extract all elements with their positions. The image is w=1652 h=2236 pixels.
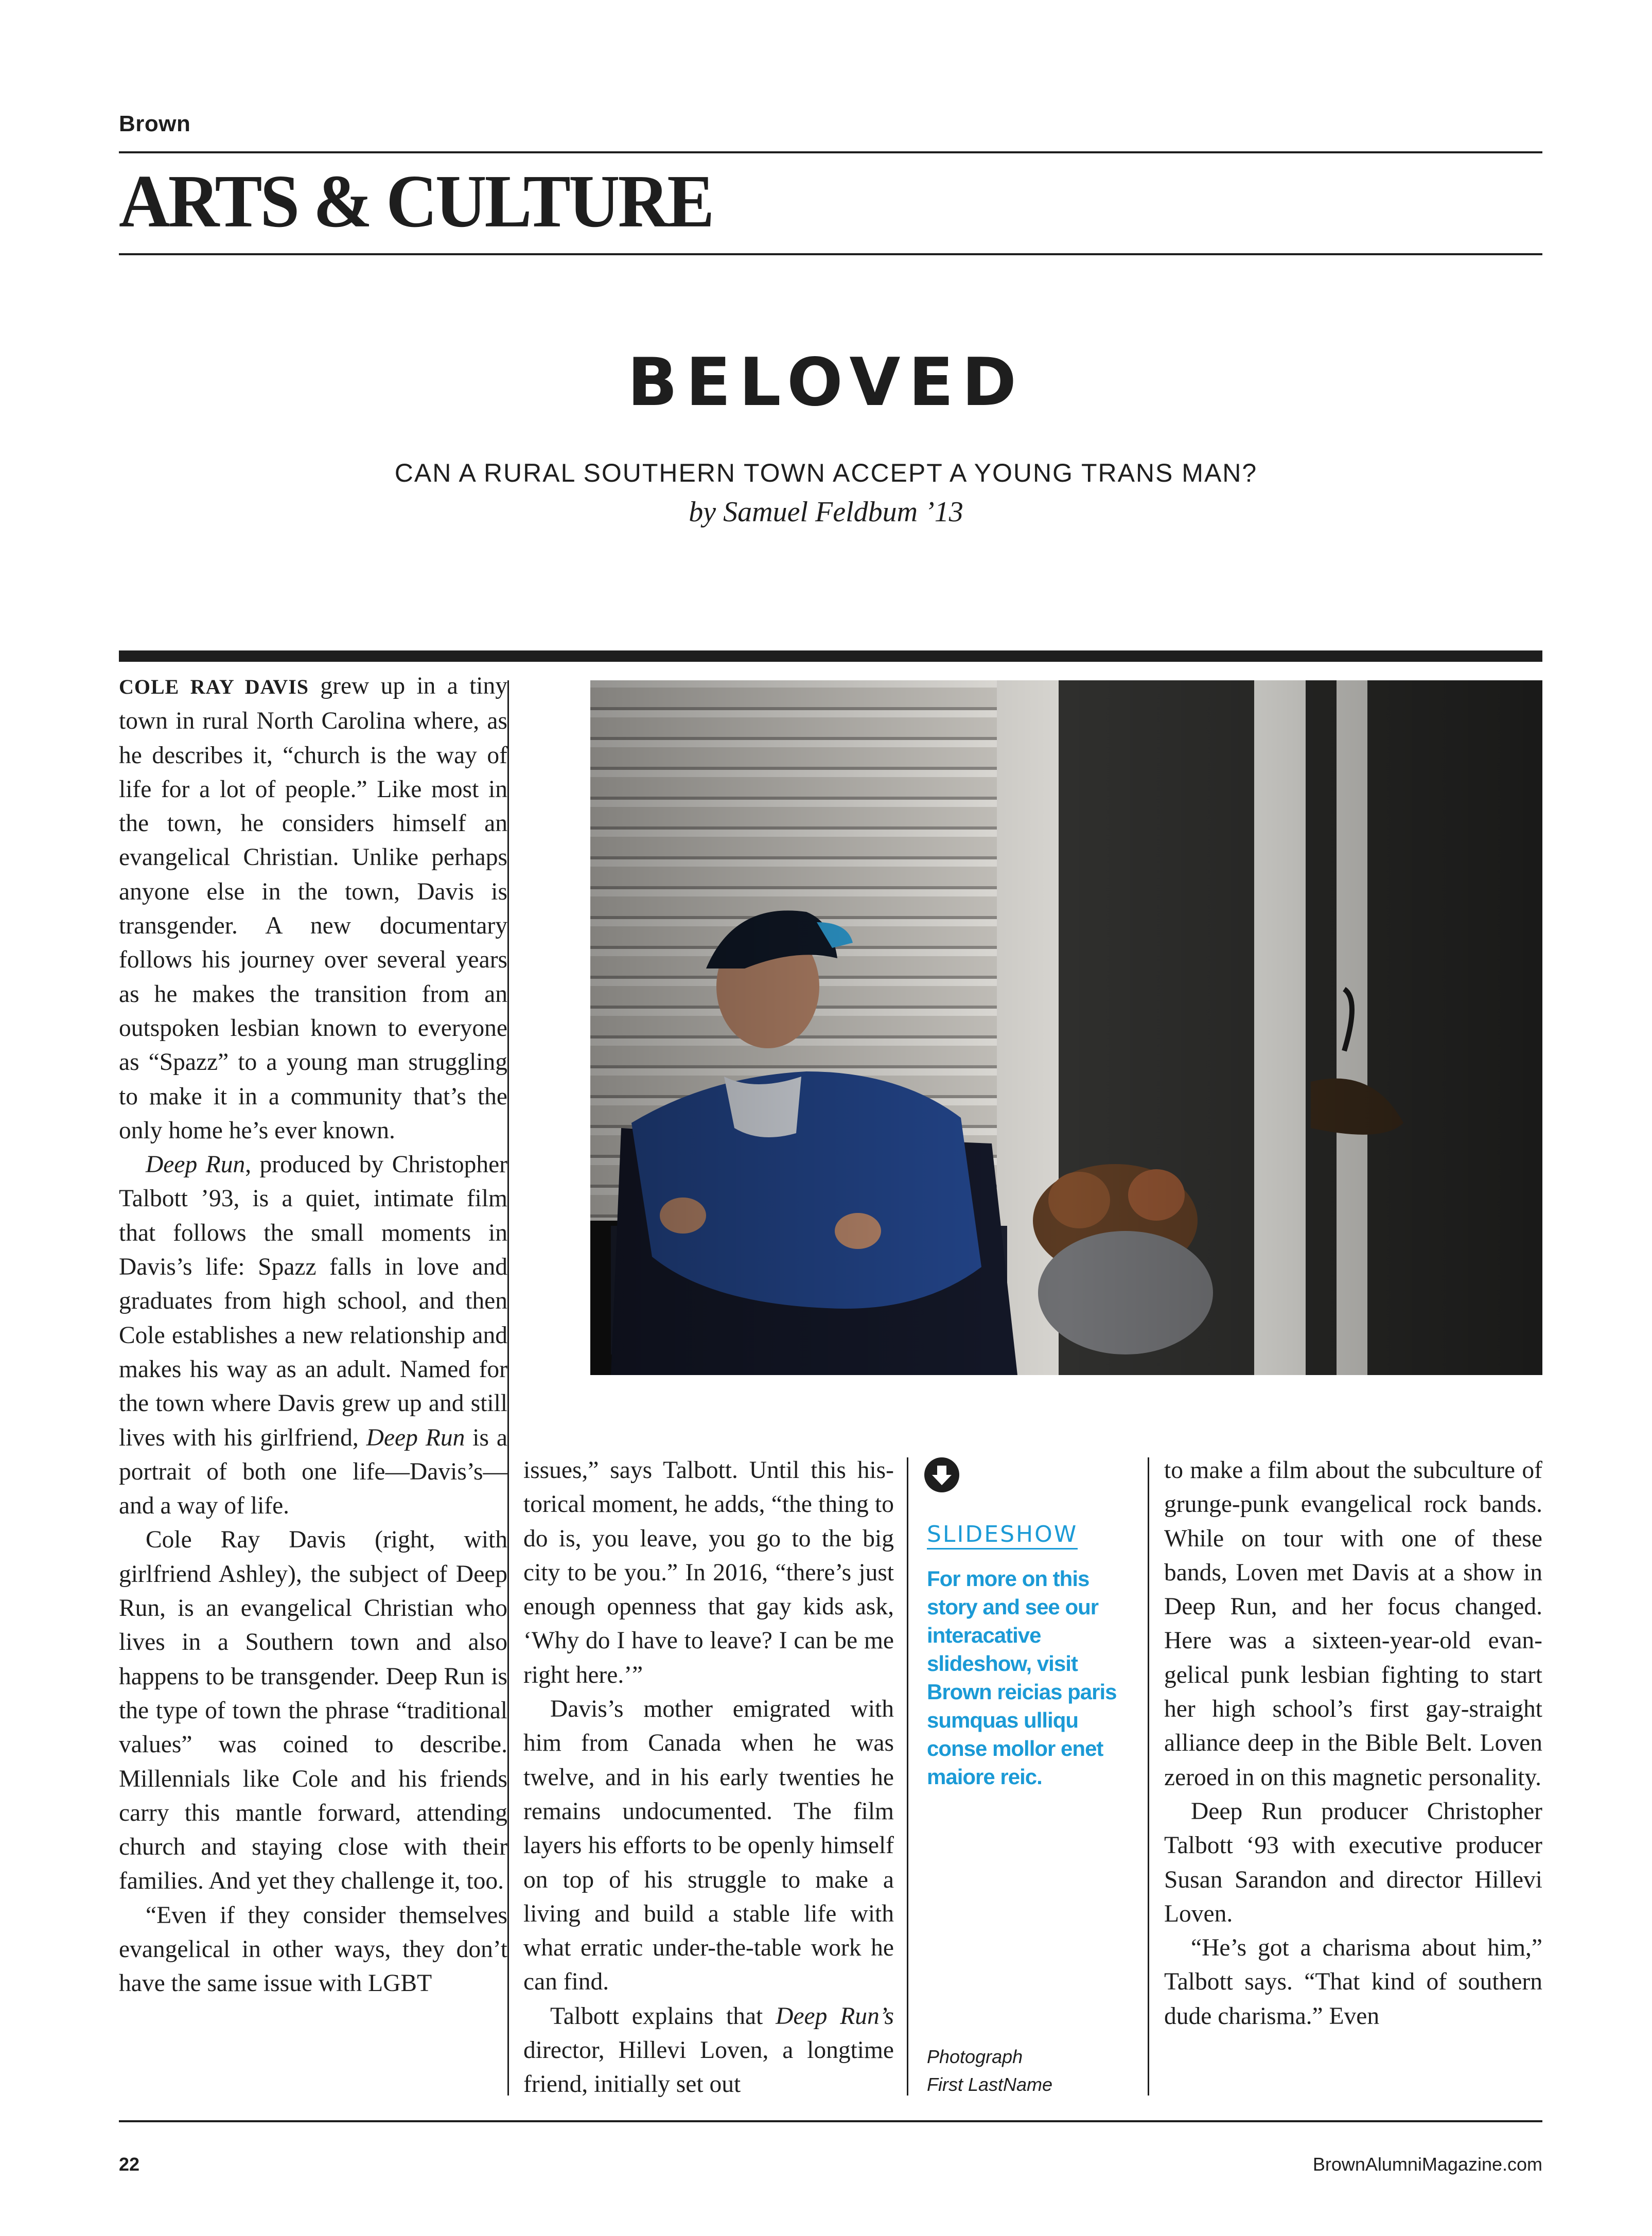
text: is a portrait of both one life—Davis’s— and a way of life. xyxy=(119,1424,508,1520)
site-url[interactable]: BrownAlumniMagazine.com xyxy=(1312,2154,1542,2175)
paragraph: Cole Ray Davis (right, with girlfriend Ashley), the subject of Deep Run, is an evangelical Christian who lives in a Southern town and also happens to be transgender. Deep Run is the type of town the phrase “traditional values” was coined to describe. Millennials like Cole and his friends carry this mantle forward, attending church and staying close with their families. And yet they challenge it, too. xyxy=(119,1526,507,1895)
heavy-divider xyxy=(119,650,1542,662)
paragraph: “He’s got a charisma about him,” Talbott says. “That kind of southern dude charisma.” Even xyxy=(1164,1934,1542,2030)
paragraph: to make a film about the subculture of grunge-punk evangelical rock bands. While on tour with one of these bands, Loven met Davis at a show in Deep Run, and her focus changed. Here was a sixteen-year-old evangelical punk lesbian fighting to start her high school’s first gay-straight alliance deep in the Bible Belt. Loven zeroed in on this magnetic personality. xyxy=(1164,1457,1542,1791)
paragraph: “Even if they consider themselves evangelical in other ways, they don’t have the same issue with LGBT xyxy=(119,1902,507,1997)
column-rule xyxy=(1148,1457,1149,2096)
footer-rule xyxy=(119,2120,1542,2122)
page-number: 22 xyxy=(119,2154,140,2175)
article-deck: CAN A RURAL SOUTHERN TOWN ACCEPT A YOUNG TRANS MAN? xyxy=(394,459,1258,487)
paragraph: Davis’s mother emigrated with him from Canada when he was twelve, and in his early twenties he remains undocumented. The film layers his efforts to be openly himself on top of his struggle to make a living and build a stable life with what erratic under-the-table work he can find. xyxy=(523,1696,894,1996)
brand-label: Brown xyxy=(119,111,191,136)
credit-label: Photograph xyxy=(927,2046,1023,2067)
text: director, Hillevi Loven, a longtime friend, initially set out xyxy=(523,2037,894,2098)
paragraph xyxy=(119,1148,507,1523)
article-byline: by Samuel Feldbum ’13 xyxy=(689,496,963,528)
article-photo xyxy=(590,680,1542,1375)
header-rule-bottom xyxy=(119,253,1542,255)
column-rule xyxy=(507,680,509,2096)
section-title: ARTS & CULTURE xyxy=(119,159,713,243)
film-title: Deep Run xyxy=(366,1424,465,1451)
film-title: Deep Run xyxy=(146,1151,245,1178)
down-arrow-circle-icon[interactable] xyxy=(924,1457,959,1492)
film-title: Deep Run’s xyxy=(776,2002,894,2030)
text: grew up in a tiny town in rural North Carolina where, as he describes it, “church is the way of life for a lot of people.” Like most in the town, he considers himself an evangelical Christian. Unlike perhaps anyone else in the town, Davis is transgender. A new documentary follows his journey over several years as he makes the transition from an outspoken lesbian known to everyone as “Spazz” to a young man struggling to make it in a community that’s the only home he’s ever known. xyxy=(119,673,507,1144)
body-column-1 xyxy=(119,669,507,2001)
paragraph xyxy=(119,669,507,1148)
body-column-2 xyxy=(523,1453,894,2102)
paragraph xyxy=(523,1999,894,2102)
slideshow-description: For more on this story and see our interacative slideshow, visit Brown reicias paris sumquas ulliqu conse mollor enet maiore reic. xyxy=(927,1566,1117,1789)
text: Talbott explains that xyxy=(550,2002,776,2030)
column-rule xyxy=(907,1457,908,2096)
paragraph: issues,” says Talbott. Until this historical moment, he adds, “the thing to do is, you leave, you go to the big city to be you.” In 2016, “there’s just enough openness that gay kids ask, ‘Why do I have to leave? I can be me right here.’” xyxy=(523,1457,894,1688)
credit-name: First LastName xyxy=(927,2074,1053,2095)
text: , produced by Christopher Talbott ’93, is a quiet, intimate film that follows the small moments in Davis’s life: Spazz falls in love and graduates from high school, and then Cole establishes a new relationship and makes his way as an adult. Named for the town where Davis grew up and still lives with his girlfriend, xyxy=(119,1151,507,1451)
photo-credit xyxy=(927,2043,1052,2099)
lead-in: COLE RAY DAVIS xyxy=(119,675,309,698)
article-headline: BELOVED xyxy=(627,344,1025,421)
paragraph: Deep Run producer Christopher Talbott ‘93 with executive producer Susan Sarandon and director Hillevi Loven. xyxy=(1164,1798,1542,1927)
header-rule-top xyxy=(119,151,1542,153)
body-column-4 xyxy=(1164,1453,1542,2033)
slideshow-link[interactable]: SLIDESHOW xyxy=(927,1521,1078,1550)
